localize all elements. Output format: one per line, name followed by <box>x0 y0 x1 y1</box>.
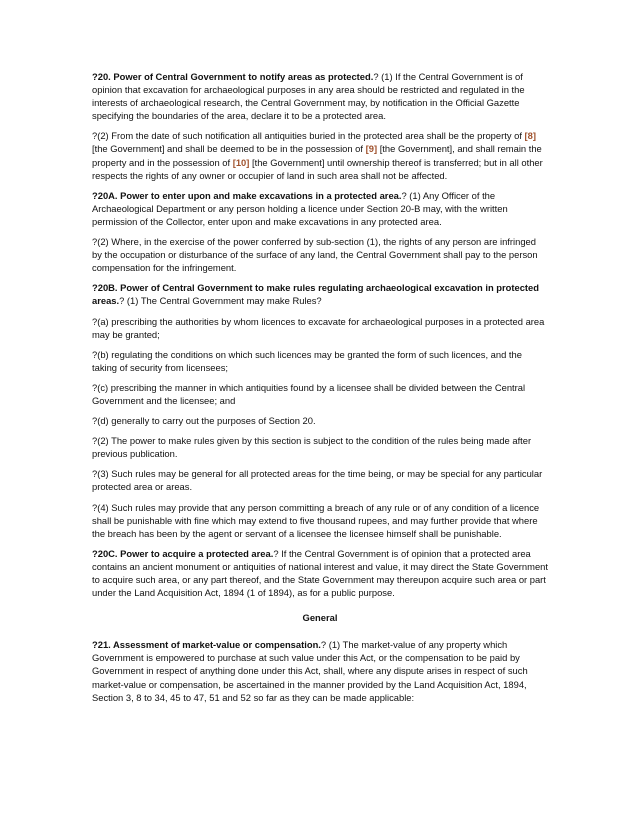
section-20-heading: ?20. Power of Central Government to notify areas as protected. <box>92 71 374 82</box>
section-20b-sub-3: ?(3) Such rules may be general for all protected areas for the time being, or may be special for any particular protected area or areas. <box>92 468 543 493</box>
section-20-sub-2-text-part: [the Government] and shall be deemed to be in the possession of <box>92 143 366 155</box>
section-20-sub-2-paragraph <box>92 129 548 181</box>
section-20-sub-2-text-part: [the Government] until ownership thereof is transferred; but in all other respects the rights of any owner or occupier of land in such area shall not be affected. <box>92 156 543 181</box>
section-20b-clause-c: ?(c) prescribing the manner in which antiquities found by a licensee shall be divided between the Central Government and the licensee; and <box>92 381 526 406</box>
section-20a-paragraph <box>92 189 548 228</box>
footnote-ref-8-link[interactable]: [8] <box>524 130 537 142</box>
section-20b-clause-b: ?(b) regulating the conditions on which such licences may be granted the form of such licences, and the taking of security from licensees; <box>92 348 522 373</box>
section-20b-heading: ?20B. Power of Central Government to make rules regulating archaeological excavation in protected areas. <box>92 282 539 307</box>
general-section-heading: General <box>302 612 338 624</box>
section-21-text: ? (1) The market-value of any property which Government is empowered to purchase at such value under this Act, or the compensation to be paid by Government in respect of anything done under this Act, shall, where any dispute arises in respect of such market-value or compensation, be ascertained in the manner provided by the Land Acquisition Act, 1894, Section 3, 8 to 34, 45 to 47, 51 and 52 so far as they can be made applicable: <box>92 639 528 703</box>
section-20a-text: ? (1) Any Officer of the Archaeological Department or any person holding a licence under Section 20-B may, with the written permission of the Collector, enter upon and make excavations in any protected area. <box>92 189 508 227</box>
section-20a-heading: ?20A. Power to enter upon and make excavations in a protected area. <box>92 189 402 201</box>
section-20b-paragraph <box>92 281 548 307</box>
section-20b-clause-a: ?(a) prescribing the authorities by whom licences to excavate for archaeological purposes in a protected area may be granted; <box>92 315 545 340</box>
section-20-sub-2-text-part: ?(2) From the date of such notification all antiquities buried in the protected area shall be the property of <box>92 130 525 142</box>
section-20-paragraph <box>92 70 548 122</box>
section-20b-text: ? (1) The Central Government may make Rules? <box>119 295 322 307</box>
section-20c-heading: ?20C. Power to acquire a protected area. <box>92 547 274 559</box>
section-20c-paragraph <box>92 547 548 599</box>
section-20b-sub-4: ?(4) Such rules may provide that any person committing a breach of any rule or of any condition of a licence shall be punishable with fine which may extend to five thousand rupees, and may further provide that where the breach has been by the agent or servant of a licensee the licensee himself shall be punishable. <box>92 501 540 539</box>
footnote-ref-10-link[interactable]: [10] <box>232 156 250 168</box>
section-21-paragraph <box>92 638 548 703</box>
section-20-sub-2-text-part: [the Government], and shall remain the property and in the possession of <box>92 143 542 168</box>
section-20b-clause-d: ?(d) generally to carry out the purposes of Section 20. <box>92 415 316 427</box>
section-21-heading: ?21. Assessment of market-value or compensation. <box>92 639 321 651</box>
section-20b-sub-2: ?(2) The power to make rules given by this section is subject to the condition of the rules being made after previous publication. <box>92 435 532 460</box>
section-20a-sub-2-paragraph: ?(2) Where, in the exercise of the power conferred by sub-section (1), the rights of any person are infringed by the occupation or disturbance of the surface of any land, the Central Government shall pay to the person compensation for the infringement. <box>92 236 538 274</box>
footnote-ref-9-link[interactable]: [9] <box>365 143 378 155</box>
section-20-text: ? (1) If the Central Government is of opinion that excavation for archaeological purposes in any area should be restricted and regulated in the interests of archaeological research, the Central Government may, by notification in the Official Gazette specifying the boundaries of the area, declare it to be a protected area. <box>92 71 525 122</box>
section-20c-text: ? If the Central Government is of opinion that a protected area contains an ancient monument or antiquities of national interest and value, it may direct the State Government to acquire such area, or any part thereof, and the State Government may thereupon acquire such area or part under the Land Acquisition Act, 1894 (1 of 1894), as for a public purpose. <box>92 547 548 599</box>
